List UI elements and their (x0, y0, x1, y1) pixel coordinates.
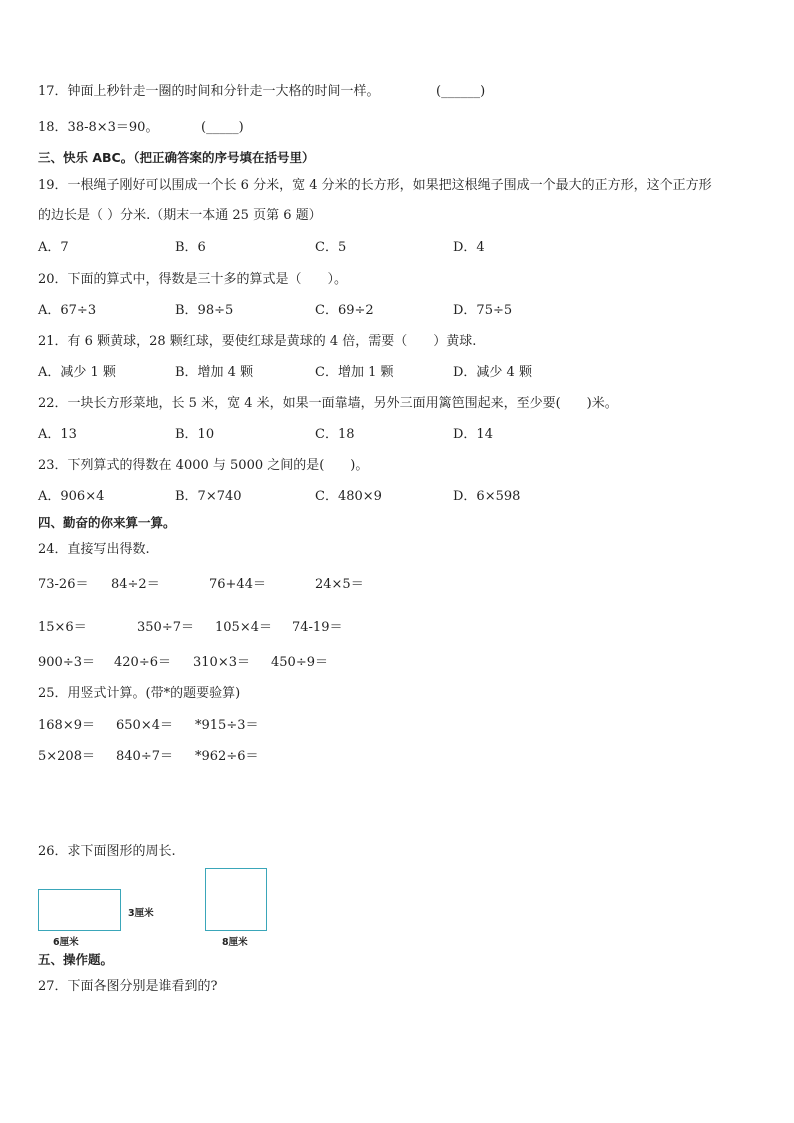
option-b[interactable]: B．增加 4 颗 (175, 365, 254, 380)
question-17 (38, 84, 486, 100)
calc-item[interactable]: 84÷2＝ (111, 577, 160, 592)
question-25: 25．用竖式计算。(带*的题要验算) (38, 686, 241, 701)
calc-item[interactable]: 900÷3＝ (38, 655, 95, 670)
calc-item[interactable]: 24×5＝ (315, 577, 364, 592)
calc-item[interactable]: 168×9＝ (38, 718, 95, 733)
rectangle-figure (38, 889, 121, 931)
question-21: 21．有 6 颗黄球，28 颗红球，要使红球是黄球的 4 倍，需要（ ）黄球. (38, 334, 477, 349)
option-a[interactable]: A．906×4 (38, 489, 105, 504)
option-b[interactable]: B．6 (175, 240, 206, 255)
calc-item[interactable]: 450÷9＝ (271, 655, 328, 670)
answer-blank[interactable]: (______) (436, 84, 486, 99)
option-d[interactable]: D．14 (453, 427, 493, 442)
calc-item[interactable]: 5×208＝ (38, 749, 95, 764)
question-26: 26．求下面图形的周长. (38, 844, 176, 859)
calc-item[interactable]: 76+44＝ (209, 577, 266, 592)
square-side-label: 8厘米 (222, 937, 248, 948)
section-heading-5: 五、操作题。 (38, 952, 114, 967)
calc-item[interactable]: 73-26＝ (38, 577, 89, 592)
answer-blank[interactable]: (_____) (201, 120, 244, 135)
calc-item[interactable]: 350÷7＝ (137, 620, 194, 635)
option-a[interactable]: A．7 (38, 240, 69, 255)
question-text: 18．38-8×3＝90。 (38, 120, 159, 135)
option-b[interactable]: B．7×740 (175, 489, 242, 504)
question-22: 22．一块长方形菜地，长 5 米，宽 4 米，如果一面靠墙，另外三面用篱笆围起来，至少要( )米。 (38, 396, 618, 411)
calc-item[interactable]: 15×6＝ (38, 620, 87, 635)
calc-item[interactable]: 420÷6＝ (114, 655, 171, 670)
option-c[interactable]: C．69÷2 (315, 303, 374, 318)
question-18 (38, 120, 244, 136)
option-b[interactable]: B．98÷5 (175, 303, 234, 318)
calc-item[interactable]: 74-19＝ (292, 620, 343, 635)
option-a[interactable]: A．13 (38, 427, 77, 442)
section-heading-4: 四、勤奋的你来算一算。 (38, 515, 176, 530)
rectangle-height-label: 3厘米 (128, 908, 154, 919)
option-d[interactable]: D．6×598 (453, 489, 521, 504)
calc-item[interactable]: 840÷7＝ (116, 749, 173, 764)
calc-item[interactable]: 310×3＝ (193, 655, 250, 670)
question-24: 24．直接写出得数. (38, 542, 150, 557)
rectangle-width-label: 6厘米 (53, 937, 79, 948)
calc-item[interactable]: 650×4＝ (116, 718, 173, 733)
option-b[interactable]: B．10 (175, 427, 215, 442)
option-d[interactable]: D．75÷5 (453, 303, 513, 318)
square-figure (205, 868, 267, 931)
option-c[interactable]: C．480×9 (315, 489, 382, 504)
question-19-line-1: 19．一根绳子刚好可以围成一个长 6 分米，宽 4 分米的长方形，如果把这根绳子围成一个最大的正方形，这个正方形 (38, 178, 712, 193)
option-d[interactable]: D．减少 4 颗 (453, 365, 532, 380)
question-19-line-2: 的边长是（ ）分米.（期末一本通 25 页第 6 题） (38, 208, 322, 223)
option-d[interactable]: D．4 (453, 240, 485, 255)
question-27: 27．下面各图分别是谁看到的? (38, 979, 218, 994)
option-a[interactable]: A．67÷3 (38, 303, 97, 318)
question-23: 23．下列算式的得数在 4000 与 5000 之间的是( )。 (38, 458, 369, 473)
option-c[interactable]: C．5 (315, 240, 347, 255)
option-c[interactable]: C．增加 1 颗 (315, 365, 394, 380)
calc-item[interactable]: *962÷6＝ (195, 749, 259, 764)
option-a[interactable]: A．减少 1 颗 (38, 365, 116, 380)
calc-item[interactable]: 105×4＝ (215, 620, 272, 635)
section-heading-3: 三、快乐 ABC。（把正确答案的序号填在括号里） (38, 150, 315, 165)
calc-item[interactable]: *915÷3＝ (195, 718, 259, 733)
question-20: 20．下面的算式中，得数是三十多的算式是（ ）。 (38, 272, 348, 287)
option-c[interactable]: C．18 (315, 427, 355, 442)
question-text: 17．钟面上秒针走一圈的时间和分针走一大格的时间一样。 (38, 84, 380, 99)
